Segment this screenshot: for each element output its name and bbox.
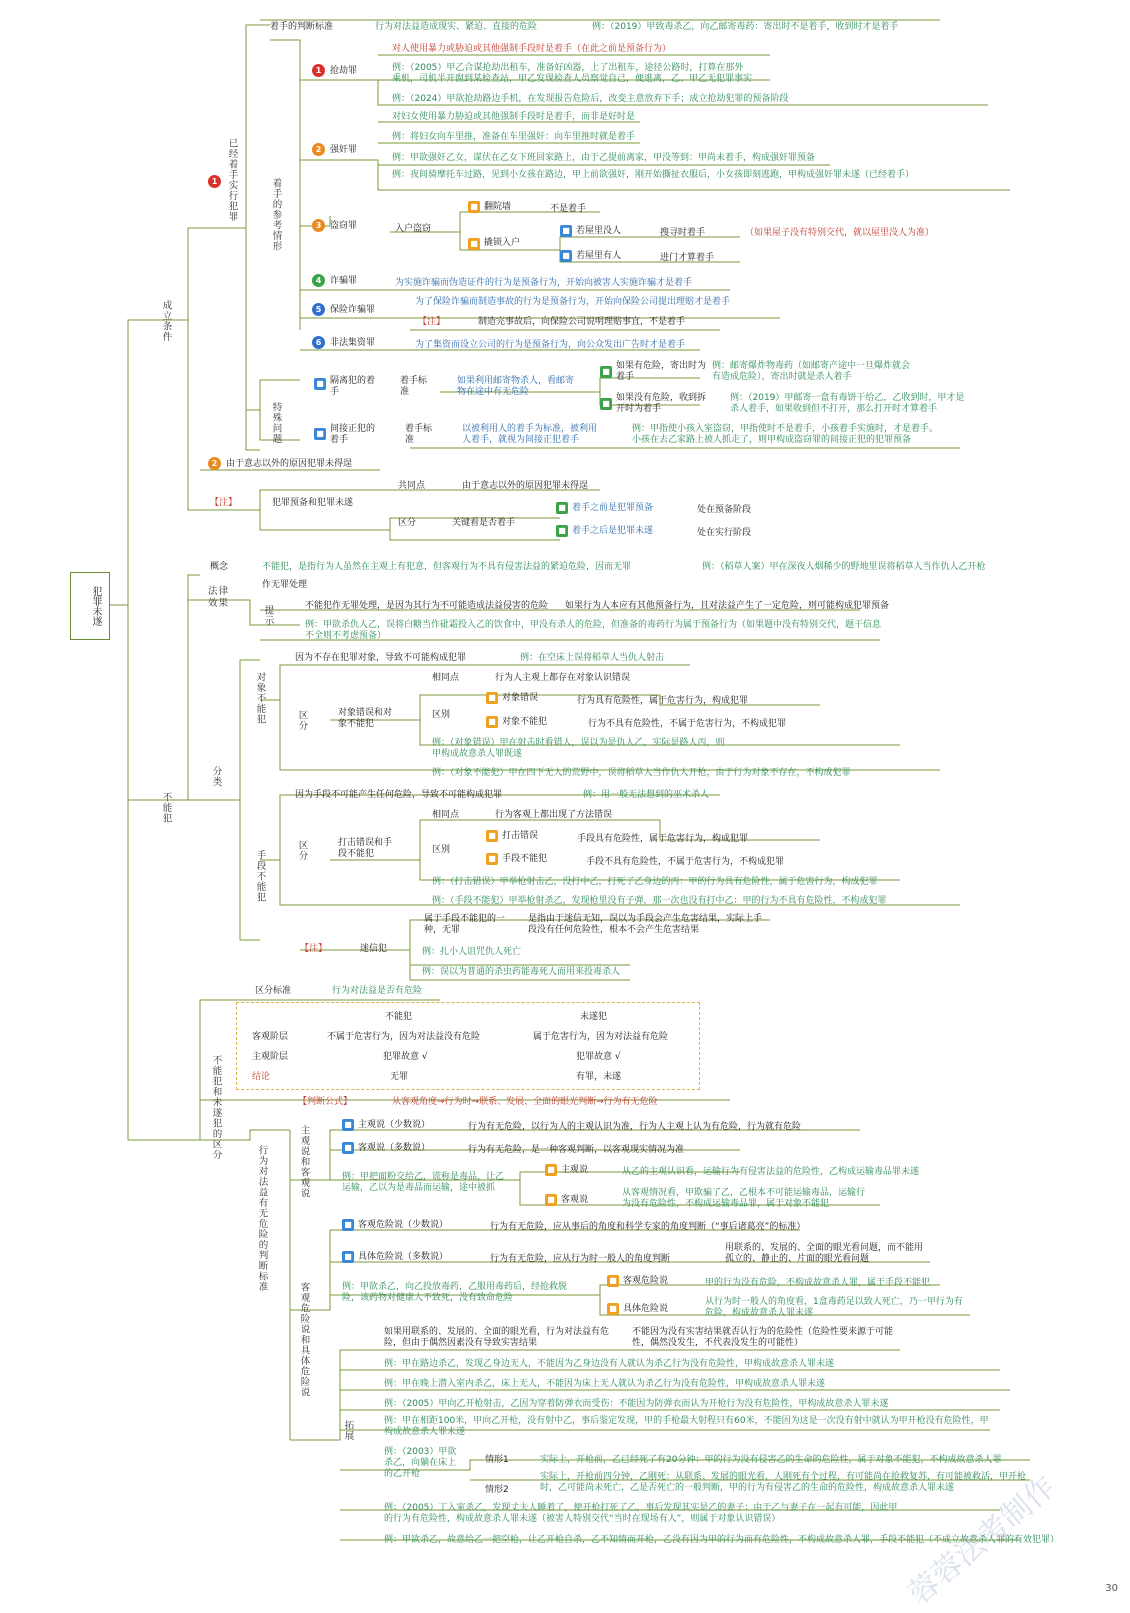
prep-vs-attempt-label: 犯罪预备和犯罪未遂 (272, 498, 354, 508)
objective-theory-label: 客观说（多数说） (358, 1143, 431, 1153)
subj-obj-example: 例：甲把面粉交给乙，谎称是毒品，让乙运输，乙以为是毒品而运输，途中被抓 (342, 1172, 505, 1193)
crime-rape-label: 强奸罪 (330, 145, 358, 155)
objective-case-text: 从客观情况看，甲欺骗了乙，乙根本不可能运输毒品，运输行为没有危险性，不构成运输毒品罪，属于对象不能犯 (622, 1188, 866, 1209)
objective-theory-text: 行为有无危险，是一种客观判断，以客观现实情况为准 (468, 1145, 685, 1155)
section-established-conditions: 成立条件 (160, 300, 172, 342)
table-row-objective-header: 客观阶层 (252, 1032, 289, 1042)
theft-no-one-home-note: （如果屋子没有特别交代，就以屋里没人为准） (745, 228, 935, 238)
subjective-theory-icon: ■ (342, 1119, 354, 1131)
table-row-subjective-impossible: 犯罪故意 √ (383, 1052, 428, 1062)
lock-icon: ■ (468, 238, 480, 250)
crime-fraud-label: 诈骗罪 (330, 276, 358, 286)
occupied-house-icon: ■ (560, 250, 572, 262)
common-point-label: 共同点 (398, 481, 426, 491)
watermark: 蓉蓉法考制作 (902, 1469, 1063, 1612)
legal-effect-label: 法律效果 (208, 586, 230, 609)
crime-insurance-fraud-label: 保险诈骗罪 (330, 305, 376, 315)
object-impossibility-def: 因为不存在犯罪对象，导致不可能构成犯罪 (295, 653, 467, 663)
difference-label: 区分 (398, 518, 417, 528)
theft-someone-home: 若屋里有人 (576, 251, 622, 261)
robbery-example-2: 例：（2024）甲欲抢劫路边手机，在发现报告危险后，改变主意放弃下手；成立抢劫犯罪的预备阶段 (392, 94, 789, 104)
means-common-label: 相同点 (432, 810, 460, 820)
extension-example-2: 例：甲在晚上潜入室内杀乙，床上无人，不能因为床上无人就认为杀乙行为没有危险性，甲构成故意杀人罪未遂 (384, 1379, 826, 1389)
condition-2-badge: 2 (208, 457, 221, 470)
table-col-impossible: 不能犯 (385, 1012, 413, 1022)
subjective-objective-label: 主观说和客观说 (298, 1125, 310, 1199)
formula-text: 从客观角度→行为时→联系、发展、全面的眼光判断→行为有无危险 (392, 1097, 658, 1107)
extension-tail-1: 例：（2005）丁入室杀乙，发现丈夫人睡着了，便开枪打死了乙，事后发现其实是乙的妻子：由于乙与妻子在一起有可能，因此甲的行为有危险性，构成故意杀人罪未遂（被害人特别交代“当时在现场有人”，则属于对象认识错误） (384, 1503, 898, 1524)
subjective-theory-text: 行为有无危险，以行为人的主观认识为准，行为人主观上认为有危险，行为就有危险 (468, 1122, 802, 1132)
special-problems-label: 特殊问题 (270, 402, 282, 444)
extension-case-2-text: 实际上，开枪前四分钟，乙刚死：从联系、发展的眼光看，人刚死有个过程，有可能尚在抢救复苏，有可能被救活，甲开枪时，乙可能尚未死亡，乙是否死亡的一般判断，甲的行为有侵害乙的生命的危险性，构成故意杀人罪未遂 (540, 1472, 1027, 1493)
theft-climb-wall-result: 不是着手 (550, 204, 587, 214)
section-distinction: 不能犯和未遂犯的区分 (210, 1055, 222, 1160)
objective-danger-case-label: 客观危险说 (623, 1276, 669, 1286)
wall-icon: ■ (468, 201, 480, 213)
rape-rule: 对妇女使用暴力胁迫或其他强制手段时是着手，而非是好时是 (392, 112, 636, 122)
concrete-danger-text-2: 用联系的、发展的、全面的眼光看问题，而不能用孤立的、静止的、片面的眼光看问题 (725, 1243, 924, 1264)
extension-example-4: 例：甲在相距100米，甲向乙开枪，没有射中乙，事后鉴定发现，甲的手枪最大射程只有60米，不能因为这是一次没有射中就认为甲开枪没有危险性，甲构成故意杀人罪未遂 (384, 1416, 989, 1437)
means-distinguish-label: 区分 (296, 840, 308, 861)
classification-label: 分类 (210, 766, 222, 787)
rape-example-1: 例：将妇女向车里推，准备在车里强奸：向车里推时就是着手 (392, 132, 636, 142)
table-row-conclusion-impossible: 无罪 (390, 1072, 409, 1082)
mediate-desc: 以被利用人的着手为标准，被利用人着手，就视为间接正犯着手 (462, 424, 598, 445)
tip-example: 例：甲欲杀仇人乙，误将白糖当作砒霜投入乙的饮食中，甲没有杀人的危险，但准备的毒药行为属于预备行为（如果题中没有特别交代，题干信息不全则不考虑预备） (305, 620, 882, 641)
subjective-case-icon: ■ (545, 1164, 557, 1176)
extension-heading-1: 如果用联系的、发展的、全面的眼光看，行为对法益有危险，但由于偶然因素没有导致实害结果 (384, 1327, 610, 1348)
object-pair-label: 对象错误和对象不能犯 (338, 708, 393, 729)
crime-6-badge: 6 (312, 336, 325, 349)
insurance-fraud-text: 为了保险诈骗而制造事故的行为是预备行为，开始向保险公司提出理赔才是着手 (415, 297, 731, 307)
means-impossible-label: 手段不能犯 (502, 854, 548, 864)
indirect-option-2: 如果没有危险，收到拆开时为着手 (616, 393, 707, 414)
onset-standard-label: 着手的判断标准 (270, 22, 334, 32)
subjective-case-label: 主观说 (561, 1165, 589, 1175)
indirect-option-2-example: 例：（2019）甲邮寄一盒有毒饼干给乙，乙收到时，甲才是杀人着手，如果收到但不打开，那么打开时才算着手 (730, 393, 965, 414)
means-impossibility-label: 手段不能犯 (254, 850, 266, 903)
robbery-example-1a: 例：（2005）甲乙合谋抢劫出租车，准备好凶器，上了出租车，途径公路时，打算在那外 (392, 63, 744, 73)
objective-danger-case-icon: ■ (607, 1275, 619, 1287)
illegal-fundraising-text: 为了集资而设立公司的行为是预备行为，向公众发出广告时才是着手 (415, 340, 686, 350)
means-example-2: 例：（手段不能犯）甲举枪射杀乙，发现枪里没有子弹，那一次也没有打中乙：甲的行为不具有危险性，不构成犯罪 (432, 896, 887, 906)
crime-5-badge: 5 (312, 303, 325, 316)
comparison-table (236, 1002, 700, 1090)
page-number: 30 (1105, 1583, 1118, 1594)
indirect-offender-label: 隔离犯的着手 (330, 376, 376, 397)
concrete-danger-example: 例：甲欲杀乙，向乙投放毒药，乙服用毒药后，经抢救脱险，该药物对健康人不致死，没有致命危险 (342, 1282, 568, 1303)
object-error-text: 行为具有危险性，属于危害行为，构成犯罪 (577, 696, 749, 706)
extension-tail-2: 例：甲欲杀乙，故意给乙一把空枪，让乙开枪自杀，乙不知情而开枪，乙没有因为甲的行为而有危险性，不构成故意杀人罪，手段不能犯（不成立故意杀人罪的有效犯罪） (384, 1535, 1060, 1545)
superstitious-example-1: 例：扎小人诅咒仇人死亡 (422, 947, 522, 957)
means-impossible-text: 手段不具有危险性，不属于危害行为，不构成犯罪 (586, 857, 785, 867)
concrete-danger-text-1: 行为有无危险，应从行为时一般人的角度判断 (490, 1254, 671, 1264)
crime-1-badge: 1 (312, 64, 325, 77)
superstitious-tag: 【注】 (300, 944, 328, 954)
before-onset-stage: 处在预备阶段 (697, 505, 752, 515)
tip-text: 不能犯作无罪处理，是因为其行为不可能造成法益侵害的危险 (305, 601, 549, 611)
indirect-std-label: 着手标准 (400, 376, 428, 397)
indirect-offender-icon: ■ (314, 378, 326, 390)
crime-2-badge: 2 (312, 143, 325, 156)
object-common-label: 相同点 (432, 673, 460, 683)
object-impossible-text: 行为不具有危险性，不属于危害行为，不构成犯罪 (588, 719, 787, 729)
crime-robbery-label: 抢劫罪 (330, 66, 358, 76)
table-col-attempt: 未遂犯 (580, 1012, 608, 1022)
empty-house-icon: ■ (560, 225, 572, 237)
mediate-std-label: 着手标准 (405, 424, 433, 445)
means-impossibility-def-example: 例：用一般无法想到的巫术杀人 (583, 790, 710, 800)
table-row-subjective-attempt: 犯罪故意 √ (576, 1052, 621, 1062)
means-common-text: 行为客观上都出现了方法错误 (495, 810, 613, 820)
concrete-danger-case-label: 具体危险说 (623, 1304, 669, 1314)
onset-standard-example: 例：（2019）甲致毒杀乙，向乙邮寄毒药：寄出时不是着手，收到时才是着手 (592, 22, 899, 32)
concept-label: 概念 (210, 562, 229, 572)
concept-example: 例：（稻草人案）甲在深夜人烟稀少的野地里误将稻草人当作仇人乙开枪 (702, 562, 986, 572)
object-impossible-label: 对象不能犯 (502, 717, 548, 727)
objective-case-icon: ■ (545, 1194, 557, 1206)
concrete-danger-case-text: 从行为时一般人的角度看，1盒毒药足以致人死亡，乃一甲行为有危险，构成故意杀人罪未遂 (705, 1297, 963, 1318)
extension-case-1-text: 实际上，开枪前，乙已经死了有20分钟：甲的行为没有侵害乙的生命的危险性，属于对象不能犯，不构成故意杀人罪 (540, 1455, 1002, 1465)
extension-case-1-label: 情形1 (485, 1455, 509, 1465)
object-difference-label: 区别 (432, 710, 451, 720)
judgment-standard-label: 行为对法益有无危险的判断标准 (256, 1145, 268, 1292)
objective-theory-icon: ■ (342, 1142, 354, 1154)
extension-example-1: 例：甲在路边杀乙，发现乙身边无人，不能因为乙身边没有人就认为杀乙行为没有危险性，甲构成故意杀人罪未遂 (384, 1359, 835, 1369)
after-onset-icon: ■ (556, 525, 568, 537)
robbery-rule: 对人使用暴力或胁迫或其他强制手段时是着手（在此之前是预备行为） (392, 44, 672, 54)
table-row-conclusion-header: 结论 (252, 1072, 271, 1082)
section-impossible-crime: 不能犯 (160, 792, 172, 824)
insurance-fraud-note: 制造完事故后，向保险公司说明理赔事宜，不是着手 (478, 317, 686, 327)
means-pair-label: 打击错误和手段不能犯 (338, 838, 393, 859)
theft-no-one-home: 若屋里没人 (576, 226, 622, 236)
prep-vs-attempt-tag: 【注】 (210, 498, 238, 508)
crime-4-badge: 4 (312, 274, 325, 287)
concrete-danger-case-icon: ■ (607, 1303, 619, 1315)
rape-example-3: 例：夜间骑摩托车过路，见到小女孩在路边，甲上前欲强奸，刚开始撕扯衣服后，小女孩即刻逃跑，甲构成强奸罪未遂（已经着手） (392, 170, 915, 180)
check-icon: ■ (600, 366, 612, 378)
indirect-option-1: 如果有危险，寄出时为着手 (616, 361, 707, 382)
object-example-2: 例：（对象不能犯）甲在四下无人的荒野中，误将稻草人当作仇人开枪，由于行为对象不存在，不构成犯罪 (432, 768, 851, 778)
condition-1-badge: 1 (208, 175, 221, 188)
objective-danger-icon: ■ (342, 1219, 354, 1231)
extension-case-example: 例：（2003）甲欲杀乙，向躺在床上的乙开枪 (384, 1447, 457, 1479)
fraud-text: 为实施诈骗而伪造证件的行为是预备行为，开始向被害人实施诈骗才是着手 (395, 278, 693, 288)
superstitious-def-1: 属于手段不能犯的一种，无罪 (424, 914, 506, 935)
distinction-standard-text: 行为对法益是否有危险 (332, 986, 423, 996)
mediate-example: 例：甲指使小孩入室盗窃，甲指使时不是着手，小孩着手实施时，才是着手。小孩在去乙家路上被人抓走了，则甲构成盗窃罪的间接正犯的犯罪预备 (632, 424, 939, 445)
concept-text: 不能犯，是指行为人虽然在主观上有犯意，但客观行为不具有侵害法益的紧迫危险，因而无罪 (262, 562, 632, 572)
object-error-label: 对象错误 (502, 693, 539, 703)
objective-danger-text: 行为有无危险，应从事后的角度和科学专家的角度判断（“事后诸葛亮”的标准） (490, 1222, 806, 1232)
table-row-objective-attempt: 属于危害行为，因为对法益有危险 (533, 1032, 669, 1042)
onset-cases-label: 着手的参考情形 (270, 178, 282, 252)
extension-label: 拓展 (342, 1420, 354, 1441)
root-node-attempted-crime: 犯罪未遂 (70, 572, 110, 640)
aim-error-label: 打击错误 (502, 831, 539, 841)
means-impossible-icon: ■ (486, 853, 498, 865)
means-impossibility-def: 因为手段不可能产生任何危险，导致不可能构成犯罪 (295, 790, 503, 800)
object-common-text: 行为人主观上都存在对象认识错误 (495, 673, 631, 683)
theft-break-lock: 撬锁入户 (484, 238, 521, 248)
object-distinguish-label: 区分 (296, 710, 308, 731)
object-impossibility-def-example: 例：在空床上误将稻草人当仇人射击 (520, 653, 665, 663)
mediate-offender-label: 间接正犯的着手 (330, 424, 376, 445)
aim-error-icon: ■ (486, 830, 498, 842)
aim-error-text: 手段具有危险性，属于危害行为，构成犯罪 (577, 834, 749, 844)
extension-case-2-label: 情形2 (485, 1485, 509, 1495)
theft-someone-home-result: 进门才算着手 (660, 253, 715, 263)
robbery-example-1b: 乘机，司机半开窗到某检查站，甲乙发现检查人员察觉自己，便逃离，乙、甲乙无犯罪事实 (392, 74, 753, 84)
onset-standard-text: 行为对法益造成现实、紧迫、直接的危险 (375, 22, 538, 32)
rape-example-2: 例：甲欲强奸乙女，谋伏在乙女下班回家路上，由于乙提前离家，甲没等到：甲尚未着手，构成强奸罪预备 (392, 153, 816, 163)
after-onset-text: 着手之后是犯罪未遂 (572, 526, 654, 536)
concrete-danger-theory-label: 具体危险说（多数说） (358, 1252, 449, 1262)
means-difference-label: 区别 (432, 845, 451, 855)
means-example-1: 例：（打击错误）甲举枪射击乙，没打中乙，打死了乙身边的丙：甲的行为具有危险性，属于危害行为，构成犯罪 (432, 877, 878, 887)
indirect-option-1-example: 例：邮寄爆炸物毒药（如邮寄产途中一旦爆炸就会有造成危险），寄出时就是杀人着手 (712, 361, 911, 382)
extension-example-3: 例：（2005）甲向乙开枪射击，乙因为穿着防弹衣而受伤：不能因为防弹衣而认为开枪行为没有危险性，甲构成故意杀人罪未遂 (384, 1399, 889, 1409)
object-example-1: 例：（对象错误）甲在射击时看错人，误以为是仇人乙，实际是路人丙，则甲构成故意杀人罪既遂 (432, 738, 725, 759)
condition-2-label: 由于意志以外的原因犯罪未得逞 (226, 459, 353, 469)
table-row-subjective-header: 主观阶层 (252, 1052, 289, 1062)
theft-no-one-home-result: 搜寻时着手 (660, 228, 706, 238)
objective-danger-label: 客观危险说（少数说） (358, 1220, 449, 1230)
objective-danger-case-text: 甲的行为没有危险，不构成故意杀人罪，属于手段不能犯 (705, 1278, 931, 1288)
indirect-desc: 如果利用邮寄物杀人，看邮寄物在途中有无危险 (457, 376, 575, 397)
crime-theft-label: 盗窃罪 (330, 221, 358, 231)
crime-illegal-fundraising-label: 非法集资罪 (330, 338, 376, 348)
object-error-icon: ■ (486, 692, 498, 704)
object-impossible-icon: ■ (486, 716, 498, 728)
common-point-text: 由于意志以外的原因犯罪未得逞 (462, 481, 589, 491)
condition-1-label: 已经着手实行犯罪 (226, 138, 238, 222)
legal-effect-text: 作无罪处理 (262, 580, 308, 590)
insurance-fraud-note-tag: 【注】 (418, 317, 446, 327)
concrete-danger-label: 客观危险说和具体危险说 (298, 1282, 310, 1398)
objective-case-label: 客观说 (561, 1195, 589, 1205)
table-row-objective-impossible: 不属于危害行为，因为对法益没有危险 (327, 1032, 481, 1042)
difference-text: 关键看是否着手 (452, 518, 516, 528)
superstitious-def-2: 是指由于迷信无知，误以为手段会产生危害结果，实际上手段没有任何危险性，根本不会产生危害结果 (528, 914, 763, 935)
subjective-case-text: 从乙的主观认识看，运输行为有侵害法益的危险性，乙构成运输毒品罪未遂 (622, 1167, 920, 1177)
check-icon-2: ■ (600, 398, 612, 410)
mediate-offender-icon: ■ (314, 428, 326, 440)
tip-text-2: 如果行为人本应有其他预备行为，且对法益产生了一定危险，则可能构成犯罪预备 (565, 601, 890, 611)
crime-3-badge: 3 (312, 219, 325, 232)
theft-climb-wall: 翻院墙 (484, 202, 512, 212)
before-onset-text: 着手之前是犯罪预备 (572, 503, 654, 513)
formula-tag: 【判断公式】 (298, 1097, 353, 1107)
concrete-danger-icon: ■ (342, 1251, 354, 1263)
superstitious-example-2: 例：误以为普通的杀虫药能毒死人而用来投毒杀人 (422, 967, 621, 977)
distinction-standard-label: 区分标准 (255, 986, 292, 996)
superstitious-label: 迷信犯 (360, 944, 388, 954)
table-row-conclusion-attempt: 有罪，未遂 (576, 1072, 622, 1082)
object-impossibility-label: 对象不能犯 (254, 672, 266, 725)
tip-label: 提示 (262, 605, 274, 626)
subjective-theory-label: 主观说（少数说） (358, 1120, 431, 1130)
after-onset-stage: 处在实行阶段 (697, 528, 752, 538)
theft-entry-label: 入户盗窃 (395, 224, 432, 234)
extension-heading-2: 不能因为没有实害结果就否认行为的危险性（危险性要来源于可能性，偶然没发生，不代表没发生的可能性） (632, 1327, 894, 1348)
before-onset-icon: ■ (556, 502, 568, 514)
